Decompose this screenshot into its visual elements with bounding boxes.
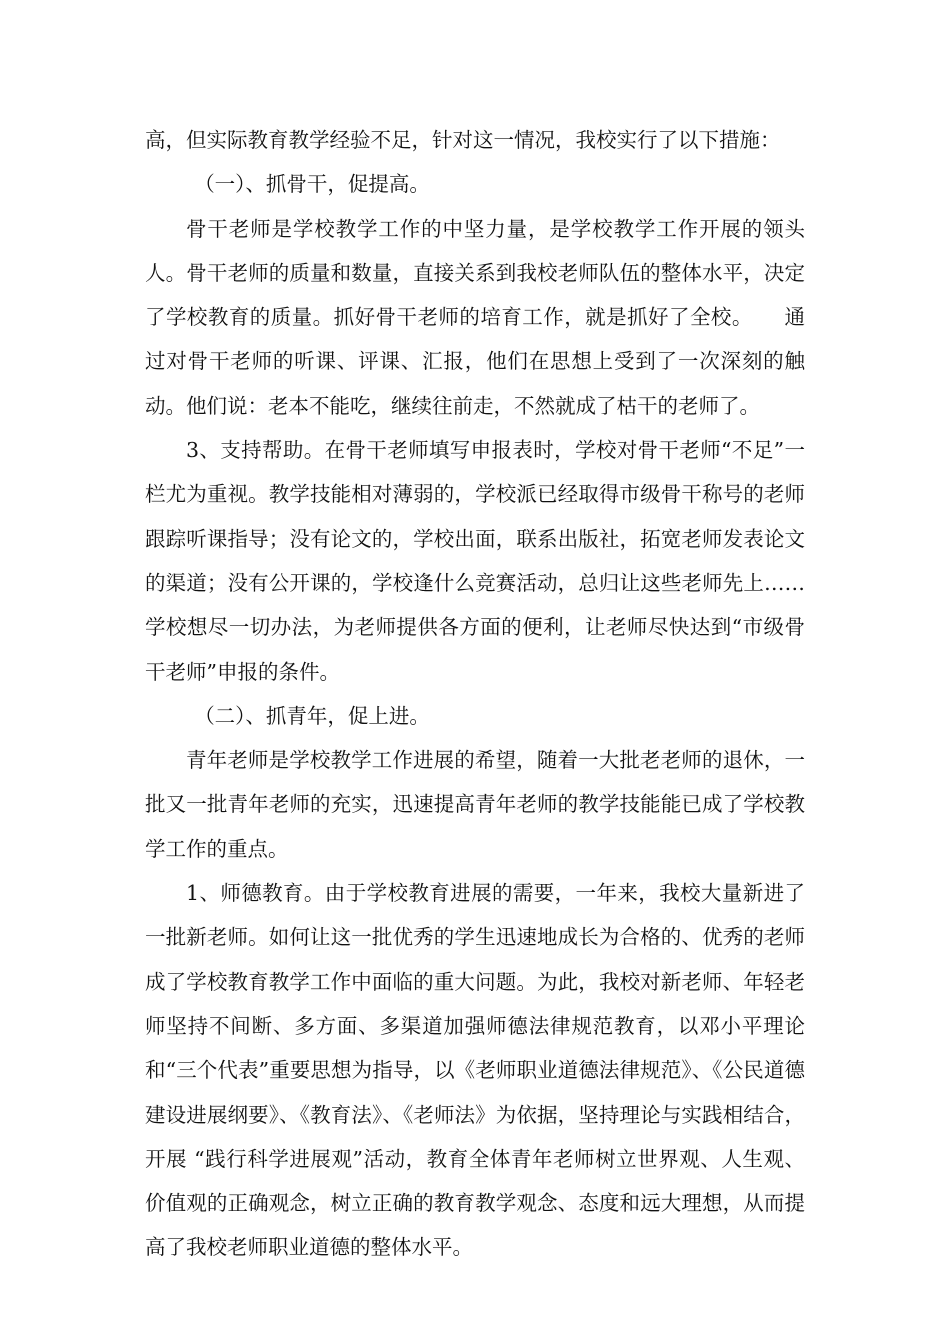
paragraph-backbone-teachers: 骨干老师是学校教学工作的中坚力量，是学校教学工作开展的领头人。骨干老师的质量和数量，直接关系到我校老师队伍的整体水平，决定了学校教育的质量。抓好骨干老师的培育工作，就是抓好了全校。 通过对骨干老师的听课、评课、汇报，他们在思想上受到了一次深刻的触动。他们说：老本不能吃，继续往前走，不然就成了枯干的老师了。 <box>145 216 805 418</box>
paragraph-young-teachers: 青年老师是学校教学工作进展的希望，随着一大批老老师的退休，一批又一批青年老师的充实，迅速提高青年老师的教学技能能已成了学校教学工作的重点。 <box>145 748 805 861</box>
section-heading-one: （一）、抓骨干，促提高。 <box>194 172 430 197</box>
paragraph-ethics-education: 1、师德教育。由于学校教育进展的需要，一年来，我校大量新进了一批新老师。如何让这一批优秀的学生迅速地成长为合格的、优秀的老师成了学校教育教学工作中面临的重大问题。为此，我校对新老师、年轻老师坚持不间断、多方面、多渠道加强师德法律规范教育，以邓小平理论和“三个代表”重要思想为指导，以《老师职业道德法律规范》、《公民道德建设进展纲要》、《教育法》、《老师法》为依据，坚持理论与实践相结合，开展 “践行科学进展观”活动，教育全体青年老师树立世界观、人生观、价值观的正确观念，树立正确的教育教学观念、态度和远大理想，从而提高了我校老师职业道德的整体水平。 <box>145 881 805 1260</box>
paragraph-continuation: 高，但实际教育教学经验不足，针对这一情况，我校实行了以下措施： <box>145 128 781 152</box>
document-body <box>145 118 805 1270</box>
section-heading-two: （二）、抓青年，促上进。 <box>194 703 430 728</box>
paragraph-support-help: 3、支持帮助。在骨干老师填写申报表时，学校对骨干老师“不足”一栏尤为重视。教学技能相对薄弱的，学校派已经取得市级骨干称号的老师跟踪听课指导；没有论文的，学校出面，联系出版社，拓宽老师发表论文的渠道；没有公开课的，学校逢什么竞赛活动，总归让这些老师先上……学校想尽一切办法，为老师提供各方面的便利，让老师尽快达到“市级骨干老师”申报的条件。 <box>145 438 805 684</box>
